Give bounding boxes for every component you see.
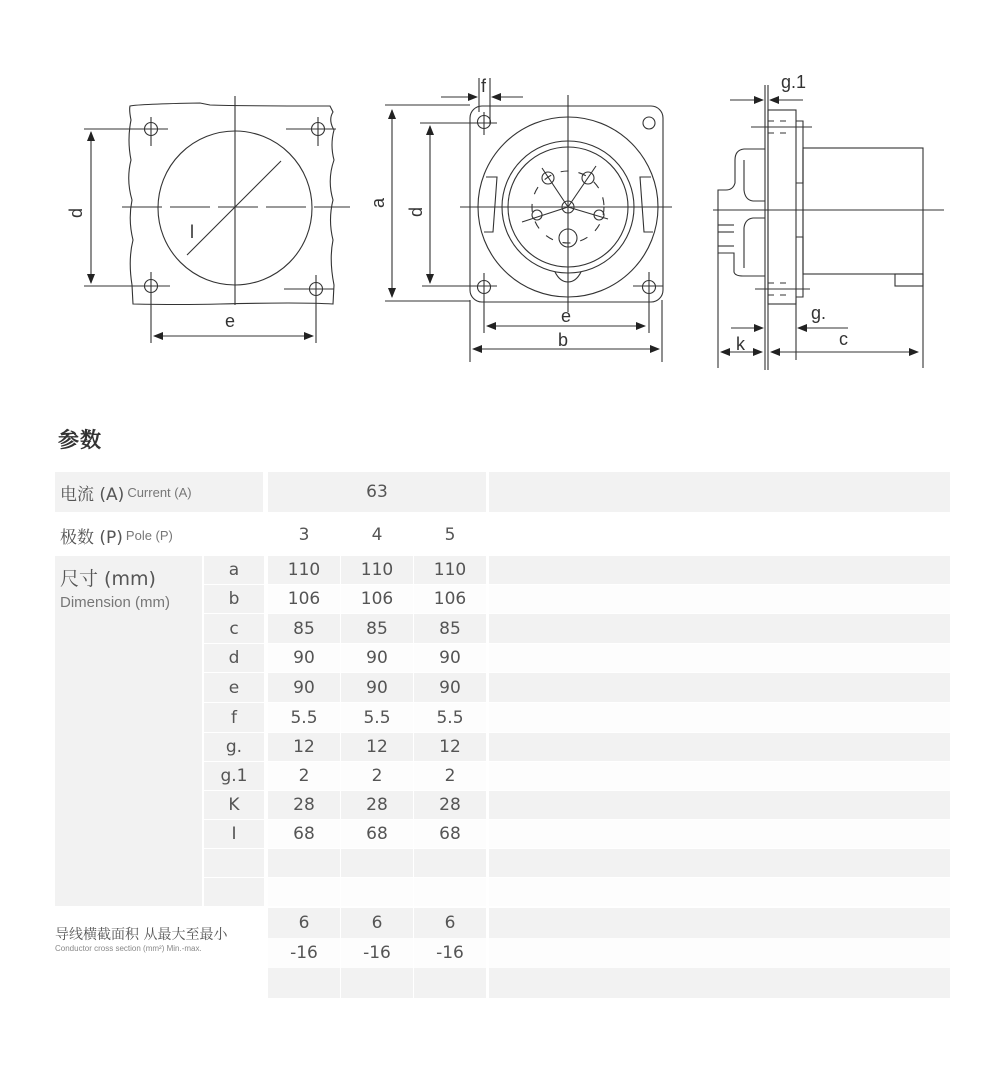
dimension-value: 5.5 (414, 703, 486, 732)
dimension-value: 90 (268, 673, 340, 702)
dimension-key-d: d (204, 644, 264, 672)
side-label-g: g. (811, 303, 827, 323)
dimension-value: 28 (414, 791, 486, 819)
front-label-l: l (190, 222, 194, 242)
conductor-max-value: -16 (341, 938, 413, 968)
current-label-en: Current (A) (127, 484, 192, 500)
dimension-value-empty (341, 849, 413, 877)
dimension-value: 2 (268, 762, 340, 790)
dimension-drawings (0, 0, 1001, 400)
section-title: 参数 (58, 428, 102, 452)
dimension-value: 85 (414, 614, 486, 643)
dimension-value: 12 (341, 733, 413, 761)
dimension-row-spacer (489, 762, 950, 790)
conductor-value-empty (414, 968, 486, 998)
conductor-row-spacer (489, 968, 950, 998)
dimension-value: 28 (268, 791, 340, 819)
dimension-value: 5.5 (268, 703, 340, 732)
dimension-label-cell (55, 556, 202, 906)
side-label-g1: g.1 (781, 72, 807, 92)
face-label-a: a (368, 197, 388, 208)
dimension-value: 2 (414, 762, 486, 790)
dimension-row-spacer (489, 791, 950, 819)
pole-label-en: Pole (P) (125, 527, 173, 543)
dimension-key-K: K (204, 791, 264, 819)
dimension-value: 5.5 (341, 703, 413, 732)
dimension-row-spacer (489, 733, 950, 761)
dimension-row-spacer (489, 585, 950, 613)
dimension-key-f: f (204, 703, 264, 732)
side-view (713, 85, 944, 370)
dimension-value-empty (268, 878, 340, 906)
conductor-max-value: -16 (414, 938, 486, 968)
dimension-row-spacer (489, 673, 950, 702)
dimension-value: 110 (414, 556, 486, 584)
conductor-min-value: 6 (341, 908, 413, 938)
dimension-key-g-1: g.1 (204, 762, 264, 790)
dimension-row-spacer (489, 644, 950, 672)
panel-cutout-view (84, 96, 350, 343)
dimension-value: 90 (268, 644, 340, 672)
dimension-value: 68 (414, 820, 486, 848)
conductor-min-value: 6 (414, 908, 486, 938)
dimension-key-b: b (204, 585, 264, 613)
dimension-key-I: I (204, 820, 264, 848)
side-label-c: c (839, 329, 848, 349)
dimension-row-spacer (489, 878, 950, 906)
dimension-value: 106 (341, 585, 413, 613)
dimension-value: 90 (414, 644, 486, 672)
dimension-row-spacer (489, 614, 950, 643)
dimension-value: 90 (341, 673, 413, 702)
conductor-min-value: 6 (268, 908, 340, 938)
dimension-value: 110 (341, 556, 413, 584)
current-value: 63 (268, 472, 486, 512)
current-label-cn: 电流 (A) (60, 484, 125, 505)
dimension-value: 2 (341, 762, 413, 790)
dimension-value: 90 (341, 644, 413, 672)
dimension-key-g-: g. (204, 733, 264, 761)
dimension-value-empty (414, 849, 486, 877)
pole-value-3: 3 (298, 525, 310, 545)
dimension-value: 12 (268, 733, 340, 761)
conductor-value-empty (341, 968, 413, 998)
face-label-e: e (561, 306, 572, 326)
dimension-value-empty (341, 878, 413, 906)
dimension-value: 85 (341, 614, 413, 643)
dimension-key-empty (204, 849, 264, 877)
dimension-value: 85 (268, 614, 340, 643)
dimension-value: 106 (414, 585, 486, 613)
dimension-value: 110 (268, 556, 340, 584)
front-label-d: d (66, 207, 86, 218)
socket-face-view (385, 78, 672, 362)
face-label-d: d (406, 206, 426, 217)
pole-value-5: 5 (444, 525, 456, 545)
dimension-label-en: Dimension (mm) (60, 594, 171, 611)
current-spacer (489, 472, 950, 512)
dimension-value: 28 (341, 791, 413, 819)
dimension-value: 68 (341, 820, 413, 848)
side-label-k: k (736, 334, 745, 354)
pole-label-cn: 极数 (P) (60, 527, 123, 548)
dimension-key-a: a (204, 556, 264, 584)
face-label-b: b (558, 330, 569, 350)
dimension-key-e: e (204, 673, 264, 702)
current-label-cell (55, 472, 263, 512)
dimension-value-empty (268, 849, 340, 877)
conductor-row-spacer (489, 938, 950, 968)
dimension-value: 106 (268, 585, 340, 613)
dimension-row-spacer (489, 556, 950, 584)
pole-label-cell (55, 515, 263, 555)
conductor-value-empty (268, 968, 340, 998)
dimension-value: 12 (414, 733, 486, 761)
dimension-key-empty (204, 878, 264, 906)
dimension-value-empty (414, 878, 486, 906)
front-label-e: e (225, 311, 236, 331)
dimension-key-c: c (204, 614, 264, 643)
dimension-row-spacer (489, 703, 950, 732)
dimension-row-spacer (489, 849, 950, 877)
dimension-value: 90 (414, 673, 486, 702)
dimension-value: 68 (268, 820, 340, 848)
conductor-label-cell (55, 918, 268, 958)
dimension-label-cn: 尺寸 (mm) (60, 568, 156, 590)
conductor-label-en: Conductor cross section (mm²) Min.-max. (55, 943, 202, 953)
dimension-row-spacer (489, 820, 950, 848)
conductor-row-spacer (489, 908, 950, 938)
face-label-f: f (481, 76, 487, 96)
conductor-label-cn: 导线横截面积 从最大至最小 (55, 926, 228, 943)
pole-value-4: 4 (371, 525, 383, 545)
conductor-max-value: -16 (268, 938, 340, 968)
